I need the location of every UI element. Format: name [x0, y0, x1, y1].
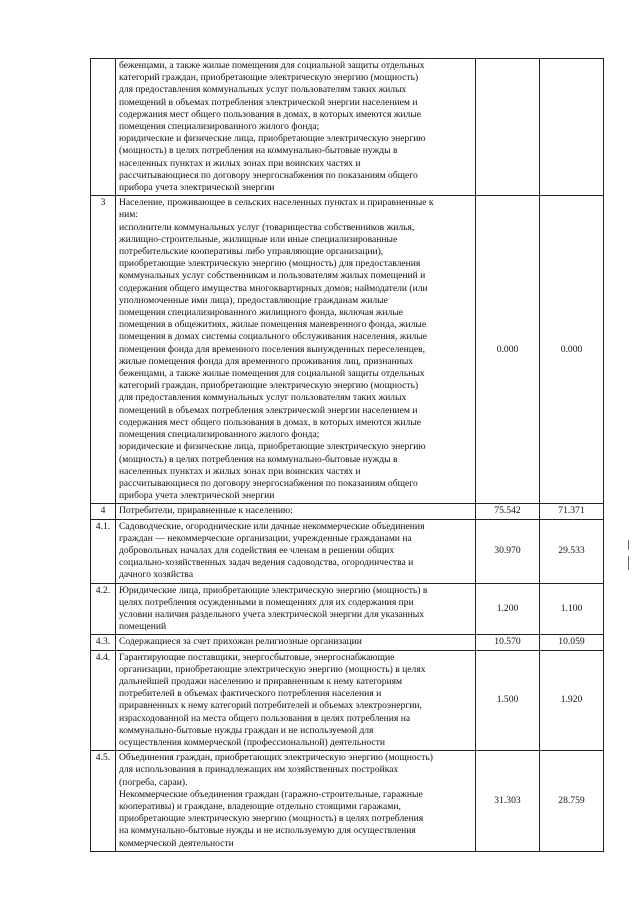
description-line: юридические и физические лица, приобретающие электрическую энергию	[119, 441, 426, 453]
table-body	[91, 59, 604, 852]
description-line: (мощность) в целях потребления на коммунально-бытовые нужды в	[119, 453, 398, 465]
value-period-1: 1.200	[476, 583, 540, 635]
description-line: приравненных к нему категорий потребителей и объемах электроэнергии,	[119, 700, 422, 712]
description-line: жилые помещения фонда для временного проживания лиц, признанных	[119, 355, 414, 367]
table-row	[91, 635, 604, 650]
consumer-category-description	[116, 196, 476, 504]
value-period-1: 0.000	[476, 196, 540, 504]
description-line: кооперативы) и граждане, владеющие отдельно стоящими гаражами,	[119, 800, 401, 812]
description-line: приобретающие электрическую энергию (мощность) для предоставления	[119, 258, 421, 270]
row-number: 4	[91, 504, 116, 519]
table-row	[91, 59, 604, 196]
row-number: 4.5.	[91, 751, 116, 852]
description-line: беженцами, а также жилые помещения для социальной защиты отдельных	[119, 60, 425, 71]
description-line: помещений в объемах потребления электрической энергии населением и	[119, 96, 418, 108]
description-line: целях потребления осужденными в помещениях для их содержания при	[119, 596, 414, 608]
description-line: на коммунально-бытовые нужды и не используемую для осуществления	[119, 825, 416, 837]
description-line: (мощность) в целях потребления на коммунально-бытовые нужды в	[119, 145, 398, 157]
description-line: коммунально-бытовые нужды граждан и не используемой для	[119, 724, 374, 736]
tariff-volume-table	[90, 58, 604, 852]
description-line: условии наличия раздельного учета электрической энергии для указанных	[119, 608, 425, 620]
description-line: граждан — некоммерческие организации, учрежденные гражданами на	[119, 532, 412, 544]
description-line: помещения специализированного жилищного фонда, включая жилые	[119, 307, 404, 319]
description-line: коммерческой деятельности	[119, 837, 234, 849]
consumer-category-description	[116, 519, 476, 583]
row-number: 3	[91, 196, 116, 504]
description-line: дачного хозяйства	[119, 569, 194, 581]
description-line: рассчитывающиеся по договору энергоснабжения по показаниям общего	[119, 477, 418, 489]
description-line: (погреба, сараи).	[119, 776, 188, 788]
description-line: содержания мест общего пользования в домах, в которых имеются жилые	[119, 108, 422, 120]
row-number	[91, 59, 116, 196]
description-line: жилищно-строительные, жилищные или иные специализированные	[119, 233, 398, 245]
description-line: категорий граждан, приобретающие электрическую энергию (мощность)	[119, 380, 419, 392]
description-line: рассчитывающиеся по договору энергоснабжения по показаниям общего	[119, 169, 418, 181]
description-line: Некоммерческие объединения граждан (гаражно-строительные, гаражные	[119, 788, 423, 800]
row-number: 4.1.	[91, 519, 116, 583]
description-line: Садоводческие, огороднические или дачные некоммерческие объединения	[119, 520, 425, 532]
description-line: потребителей в объемах фактического потребления населения и	[119, 688, 382, 700]
row-number: 4.3.	[91, 635, 116, 650]
description-line: беженцами, а также жилые помещения для социальной защиты отдельных	[119, 368, 425, 380]
consumer-category-description	[116, 59, 476, 196]
description-line: ним:	[119, 209, 139, 221]
value-period-2: 1.920	[540, 650, 604, 751]
value-period-1: 30.970	[476, 519, 540, 583]
description-line: прибора учета электрической энергии	[119, 182, 275, 194]
value-period-2: 71.371	[540, 504, 604, 519]
description-line: уполномоченные ими лица), предоставляющие гражданам жилые	[119, 294, 388, 306]
table-row	[91, 196, 604, 504]
table-row	[91, 504, 604, 519]
table-row	[91, 519, 604, 583]
description-line: организации, приобретающие электрическую энергию (мощность) в целях	[119, 663, 426, 675]
value-period-2	[540, 59, 604, 196]
value-period-2: 0.000	[540, 196, 604, 504]
description-line: Юридические лица, приобретающие электрическую энергию (мощность) в	[119, 584, 428, 596]
margin-mark	[628, 556, 629, 570]
description-line: для использования в принадлежащих им хозяйственных постройках	[119, 764, 399, 776]
value-period-1	[476, 59, 540, 196]
margin-mark	[628, 540, 629, 550]
value-period-2: 28.759	[540, 751, 604, 852]
value-period-1: 75.542	[476, 504, 540, 519]
description-line: для предоставления коммунальных услуг пользователям таких жилых	[119, 392, 407, 404]
description-line: населенных пунктах и жилых зонах при воинских частях и	[119, 157, 361, 169]
description-line: коммунальных услуг собственникам и пользователям жилых помещений и	[119, 270, 426, 282]
consumer-category-description	[116, 751, 476, 852]
description-line: помещения фонда для временного поселения вынужденных переселенцев,	[119, 343, 426, 355]
description-line: помещения специализированного жилого фонда;	[119, 429, 320, 441]
value-period-1: 31.303	[476, 751, 540, 852]
description-line: помещения специализированного жилого фонда;	[119, 121, 320, 133]
table-row	[91, 751, 604, 852]
description-line: дальнейшей продажи населению и приравненным к нему категориям	[119, 675, 403, 687]
description-line: юридические и физические лица, приобретающие электрическую энергию	[119, 133, 426, 145]
description-line: добровольных началах для содействия ее членам в решении общих	[119, 544, 395, 556]
value-period-1: 10.570	[476, 635, 540, 650]
row-number: 4.2.	[91, 583, 116, 635]
value-period-2: 1.100	[540, 583, 604, 635]
consumer-category-description	[116, 650, 476, 751]
row-number: 4.4.	[91, 650, 116, 751]
description-line: социально-хозяйственных задач ведения садоводства, огородничества и	[119, 557, 414, 569]
description-line: помещений	[119, 621, 167, 633]
description-line: помещений в объемах потребления электрической энергии населением и	[119, 404, 418, 416]
description-line: содержания общего имущества многоквартирных домов; наймодатели (или	[119, 282, 428, 294]
description-line: Население, проживающее в сельских населенных пунктах и приравненные к	[119, 197, 434, 209]
description-line: Потребители, приравненные к населению:	[119, 505, 293, 517]
consumer-category-description	[116, 504, 476, 519]
description-line: населенных пунктах и жилых зонах при воинских частях и	[119, 465, 361, 477]
description-line: категорий граждан, приобретающие электрическую энергию (мощность)	[119, 72, 419, 84]
description-line: израсходованной на места общего пользования в целях потребления на	[119, 712, 411, 724]
description-line: прибора учета электрической энергии	[119, 490, 275, 502]
description-line: Содержащиеся за счет прихожан религиозные организации	[119, 636, 362, 648]
description-line: для предоставления коммунальных услуг пользователям таких жилых	[119, 84, 407, 96]
value-period-2: 29.533	[540, 519, 604, 583]
table-row	[91, 583, 604, 635]
description-line: Гарантирующие поставщики, энергосбытовые, энергоснабжающие	[119, 651, 395, 663]
value-period-2: 10.059	[540, 635, 604, 650]
consumer-category-description	[116, 635, 476, 650]
description-line: исполнители коммунальных услуг (товарищества собственников жилья,	[119, 221, 415, 233]
description-line: осуществления коммерческой (профессиональной) деятельности	[119, 736, 385, 748]
description-line: содержания мест общего пользования в домах, в которых имеются жилые	[119, 416, 422, 428]
description-line: Объединения граждан, приобретающих электрическую энергию (мощность)	[119, 752, 433, 764]
description-line: потребительские кооперативы либо управляющие организации),	[119, 246, 384, 258]
table-row	[91, 650, 604, 751]
value-period-1: 1.500	[476, 650, 540, 751]
description-line: приобретающие электрическую энергию (мощность) в целях потребления	[119, 813, 424, 825]
description-line: помещения в общежитиях, жилые помещения маневренного фонда, жилые	[119, 319, 427, 331]
consumer-category-description	[116, 583, 476, 635]
description-line: помещения в домах системы социального обслуживания населения, жилые	[119, 331, 428, 343]
